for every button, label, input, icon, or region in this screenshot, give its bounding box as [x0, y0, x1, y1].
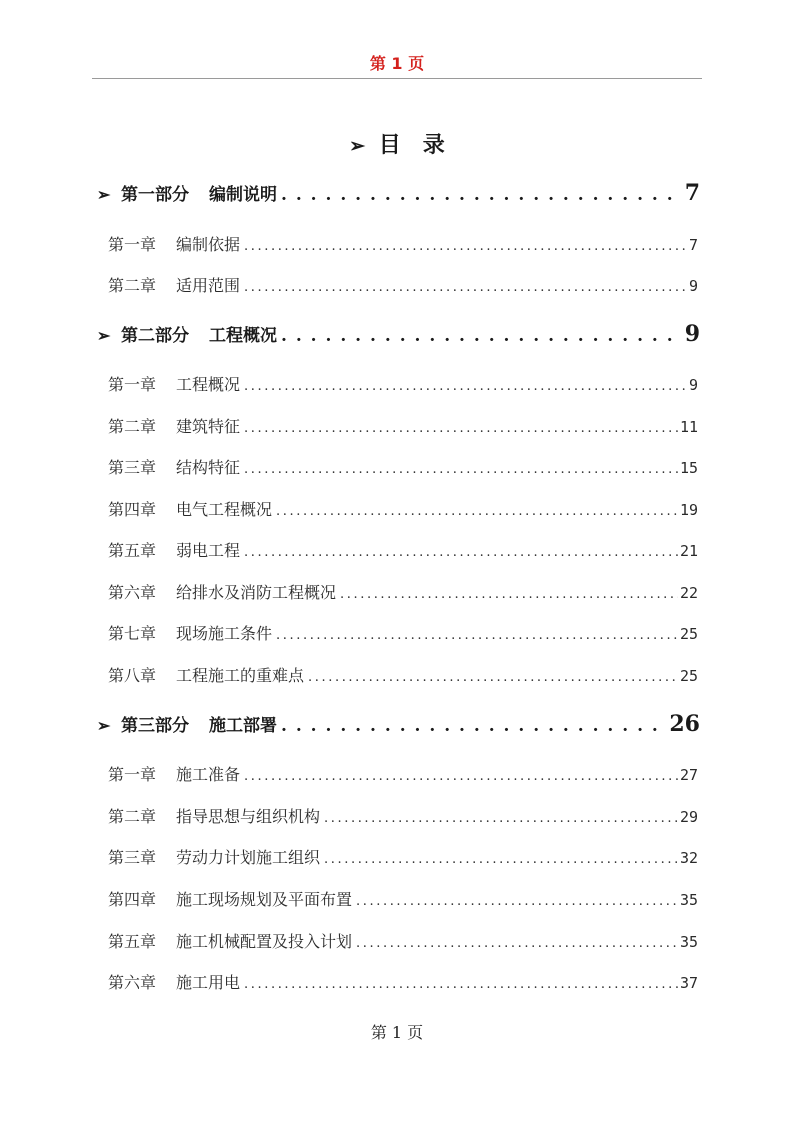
toc-chapter-label: 第四章	[108, 500, 157, 519]
header-page-number: 第 1 页	[369, 54, 425, 73]
toc-page-number: 7	[684, 180, 700, 206]
dot-leader	[276, 624, 678, 643]
dot-leader	[244, 276, 687, 295]
dot-leader	[324, 807, 678, 826]
dot-leader	[276, 500, 678, 519]
toc-chapter-label: 第四章	[108, 890, 157, 909]
toc-title-text: 目 录	[378, 132, 445, 158]
dot-leader	[356, 890, 678, 909]
toc-chapter-title: 建筑特征	[176, 417, 241, 436]
toc-chapter-label: 第六章	[108, 583, 157, 602]
toc-chapter-title: 指导思想与组织机构	[176, 807, 321, 826]
toc-chapter-title: 工程施工的重难点	[176, 666, 305, 685]
toc-chapter-title: 结构特征	[176, 458, 241, 477]
arrow-bullet-icon: ➢	[97, 716, 111, 735]
toc-chapter-label: 第二章	[108, 807, 157, 826]
toc-page-number: 27	[679, 766, 698, 784]
toc-part-label: 第一部分	[121, 185, 189, 205]
toc-part-title: 工程概况	[209, 326, 277, 346]
toc-chapter[interactable]	[108, 273, 698, 296]
toc-chapter[interactable]	[108, 663, 698, 686]
toc-chapter[interactable]	[108, 845, 698, 868]
toc-chapter-title: 适用范围	[176, 276, 241, 295]
toc-page-number: 22	[679, 584, 698, 602]
toc-chapter[interactable]	[108, 372, 698, 395]
toc-chapter-label: 第二章	[108, 417, 157, 436]
toc-chapter[interactable]	[108, 621, 698, 644]
toc-chapter-label: 第一章	[108, 235, 157, 254]
toc-chapter-title: 弱电工程	[176, 541, 241, 560]
arrow-bullet-icon: ➢	[349, 135, 366, 157]
toc-chapter-label: 第五章	[108, 932, 157, 951]
toc-chapter[interactable]	[108, 580, 698, 603]
toc-chapter-label: 第六章	[108, 973, 157, 992]
dot-leader	[281, 326, 683, 346]
toc-chapter-title: 施工机械配置及投入计划	[176, 932, 353, 951]
toc-chapter-title: 劳动力计划施工组织	[176, 848, 321, 867]
toc-chapter[interactable]	[108, 929, 698, 952]
toc-chapter-title: 现场施工条件	[176, 624, 273, 643]
toc-page-number: 9	[688, 376, 698, 394]
toc-page-number: 11	[679, 418, 698, 436]
dot-leader	[244, 541, 678, 560]
dot-leader	[244, 458, 678, 477]
dot-leader	[244, 235, 687, 254]
toc-part[interactable]	[97, 321, 700, 347]
toc-chapter-label: 第五章	[108, 541, 157, 560]
toc-chapter-label: 第二章	[108, 276, 157, 295]
toc-part-label: 第三部分	[121, 716, 189, 736]
dot-leader	[324, 848, 678, 867]
toc-page-number: 19	[679, 501, 698, 519]
toc-page-number: 32	[679, 849, 698, 867]
toc-part[interactable]	[97, 711, 700, 737]
toc-chapter-label: 第三章	[108, 458, 157, 477]
dot-leader	[244, 765, 678, 784]
dot-leader	[356, 932, 678, 951]
toc-chapter-title: 电气工程概况	[176, 500, 273, 519]
dot-leader	[281, 185, 683, 205]
toc-part-title: 施工部署	[209, 716, 277, 736]
dot-leader	[281, 716, 667, 736]
dot-leader	[244, 375, 687, 394]
toc-chapter[interactable]	[108, 455, 698, 478]
page-header	[92, 52, 702, 79]
toc-chapter[interactable]	[108, 887, 698, 910]
toc-page-number: 29	[679, 808, 698, 826]
toc-chapter[interactable]	[108, 762, 698, 785]
toc-page-number: 15	[679, 459, 698, 477]
toc-part-title: 编制说明	[209, 185, 277, 205]
toc-chapter-title: 施工用电	[176, 973, 241, 992]
toc-chapter-label: 第七章	[108, 624, 157, 643]
toc-chapter-title: 工程概况	[176, 375, 241, 394]
footer-page-number: 第 1 页	[370, 1023, 424, 1042]
arrow-bullet-icon: ➢	[97, 185, 111, 204]
toc-chapter[interactable]	[108, 497, 698, 520]
toc-page-number: 25	[679, 667, 698, 685]
toc-page-number: 25	[679, 625, 698, 643]
arrow-bullet-icon: ➢	[97, 326, 111, 345]
toc-chapter-label: 第一章	[108, 765, 157, 784]
toc-chapter[interactable]	[108, 538, 698, 561]
toc-page-number: 35	[679, 933, 698, 951]
toc-page-number: 26	[669, 711, 700, 737]
toc-page-number: 7	[688, 236, 698, 254]
dot-leader	[308, 666, 678, 685]
toc-part[interactable]	[97, 180, 700, 206]
dot-leader	[244, 973, 678, 992]
toc-page-number: 21	[679, 542, 698, 560]
toc-chapter[interactable]	[108, 232, 698, 255]
toc-page-number: 9	[688, 277, 698, 295]
toc-chapter-title: 施工准备	[176, 765, 241, 784]
toc-part-label: 第二部分	[121, 326, 189, 346]
toc-chapter-title: 施工现场规划及平面布置	[176, 890, 353, 909]
toc-chapter-label: 第八章	[108, 666, 157, 685]
toc-chapter[interactable]	[108, 970, 698, 993]
toc-chapter[interactable]	[108, 414, 698, 437]
toc-chapter-title: 编制依据	[176, 235, 241, 254]
toc-chapter-label: 第一章	[108, 375, 157, 394]
dot-leader	[244, 417, 678, 436]
page-footer	[0, 1020, 794, 1043]
toc-chapter-title: 给排水及消防工程概况	[176, 583, 337, 602]
toc-page-number: 9	[684, 321, 700, 347]
toc-page-number: 35	[679, 891, 698, 909]
toc-title	[0, 128, 794, 159]
toc-page-number: 37	[679, 974, 698, 992]
toc-chapter-label: 第三章	[108, 848, 157, 867]
dot-leader	[340, 583, 678, 602]
toc-chapter[interactable]	[108, 804, 698, 827]
